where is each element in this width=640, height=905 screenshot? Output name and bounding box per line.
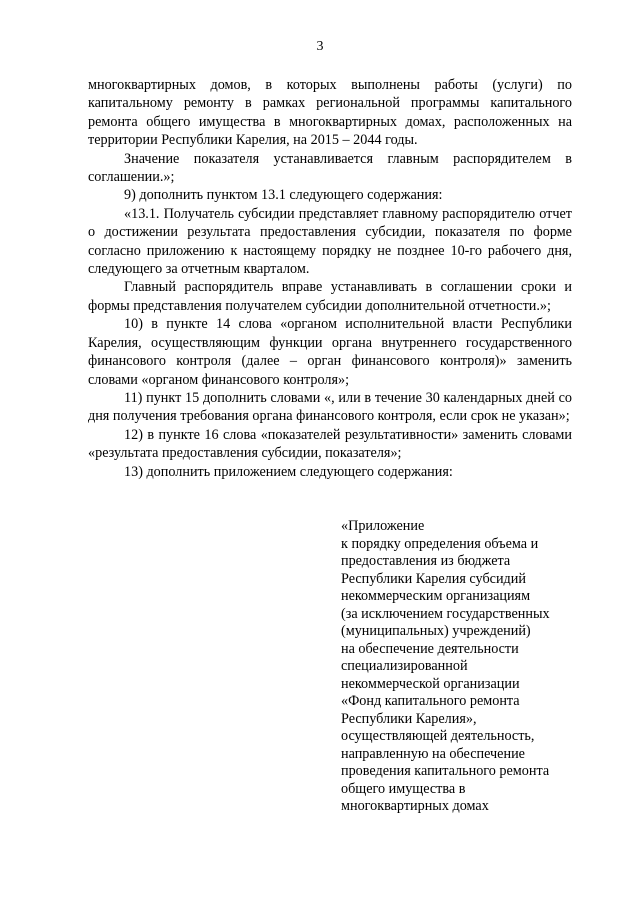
appendix-line: на обеспечение деятельности (341, 640, 519, 657)
body-text (88, 76, 572, 481)
body-paragraph: 10) в пункте 14 слова «органом исполнительной власти Республики Карелия, осуществляющим функции органа внутреннего государственного финансового контроля (далее – орган финансового контроля)» заменить словами «органом финансового контроля»; (88, 316, 572, 388)
appendix-heading (341, 518, 571, 816)
body-paragraph: 13) дополнить приложением следующего содержания: (124, 463, 453, 480)
body-paragraph: «13.1. Получатель субсидии представляет главному распорядителю отчет о достижении результата предоставления субсидии, показателя по форме согласно приложению к настоящему порядку не позднее 10-го рабочего дня, следующего за отчетным кварталом. (88, 205, 572, 278)
body-paragraph: Главный распорядитель вправе устанавливать в соглашении сроки и формы представления получателем субсидии дополнительной отчетности.»; (88, 279, 572, 314)
appendix-line: Республики Карелия», (341, 710, 477, 727)
body-paragraph: 12) в пункте 16 слова «показателей результативности» заменить словами «результата предоставления субсидии, показателя»; (88, 426, 572, 462)
body-paragraph: многоквартирных домов, в которых выполнены работы (услуги) по капитальному ремонту в рамках региональной программы капитального ремонта общего имущества в многоквартирных домах, расположенных на территории Республики Карелия, на 2015 – 2044 годы. (88, 77, 572, 149)
body-paragraph: Значение показателя устанавливается главным распорядителем в соглашении.»; (88, 150, 572, 186)
appendix-line: направленную на обеспечение (341, 745, 525, 762)
appendix-line: к порядку определения объема и (341, 535, 539, 552)
appendix-line: (муниципальных) учреждений) (341, 623, 531, 639)
appendix-line: «Приложение (341, 518, 425, 534)
appendix-line: предоставления из бюджета (341, 553, 511, 569)
page-number: 3 (316, 39, 324, 54)
body-paragraph: 11) пункт 15 дополнить словами «, или в течение 30 календарных дней со дня получения требования органа финансового контроля, если срок не указан»; (88, 389, 572, 425)
appendix-line: Республики Карелия субсидий (341, 570, 526, 587)
appendix-line: общего имущества в (341, 780, 466, 797)
appendix-line: специализированной (341, 658, 468, 674)
appendix-line: многоквартирных домах (341, 798, 489, 814)
appendix-line: некоммерческим организациям (341, 588, 531, 604)
appendix-line: проведения капитального ремонта (341, 763, 550, 779)
appendix-line: осуществляющей деятельность, (341, 728, 535, 744)
body-paragraph: 9) дополнить пунктом 13.1 следующего содержания: (124, 187, 443, 204)
appendix-line: (за исключением государственных (341, 605, 550, 622)
appendix-line: «Фонд капитального ремонта (341, 693, 520, 709)
appendix-line: некоммерческой организации (341, 675, 520, 692)
